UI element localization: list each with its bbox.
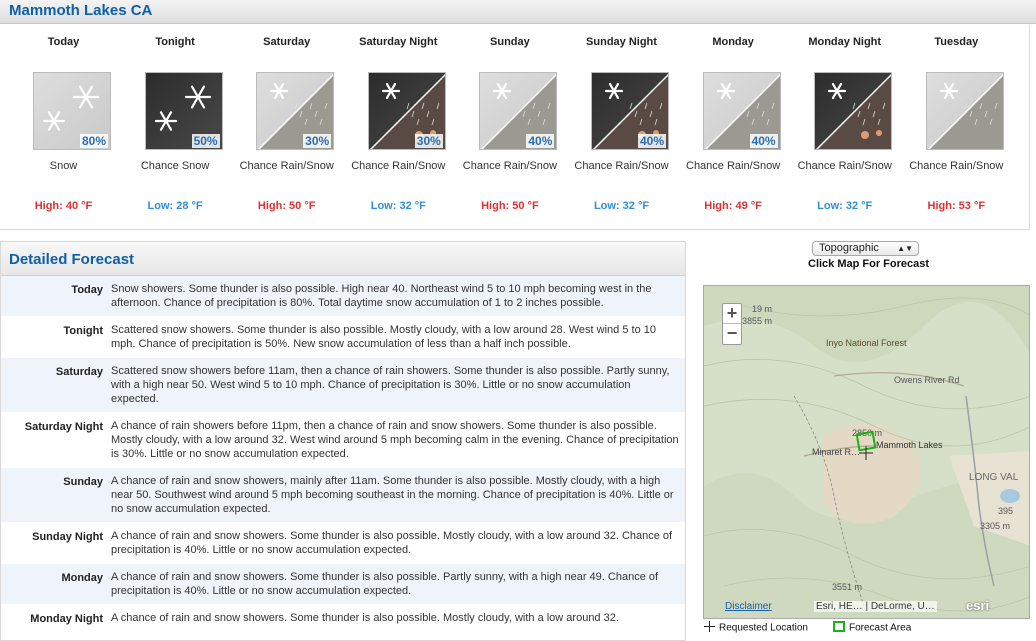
- detailed-forecast-row: [1, 358, 685, 413]
- period-temperature: Low: 28 °F: [147, 200, 203, 212]
- map-label-owens: Owens River Rd: [894, 375, 960, 385]
- period-temperature: High: 50 °F: [481, 200, 539, 212]
- period-temperature: High: 40 °F: [34, 200, 93, 212]
- weather-rain-snow-icon[interactable]: [256, 72, 334, 150]
- short-forecast: Chance Rain/Snow: [797, 160, 892, 172]
- period-name: Tuesday: [934, 36, 979, 48]
- map-label-elev1: 3855 m: [742, 316, 773, 326]
- weather-rain-snow-night-icon[interactable]: [814, 72, 892, 150]
- precip-chance: 50%: [193, 134, 218, 148]
- precip-chance: 40%: [639, 134, 664, 148]
- period-temperature: Low: 32 °F: [370, 200, 426, 212]
- row-period-label: Sunday Night: [32, 531, 103, 543]
- period-temperature: High: 50 °F: [257, 200, 316, 212]
- legend-requested: [704, 621, 808, 635]
- short-forecast: Chance Rain/Snow: [909, 160, 1004, 172]
- detailed-forecast-row: [1, 468, 685, 523]
- detailed-forecast-row: [1, 317, 685, 358]
- detailed-forecast-row: [1, 413, 685, 468]
- map-label-minaret: Minaret R…: [812, 447, 861, 457]
- map-label-road: 395: [998, 506, 1014, 516]
- weather-rain-snow-night-icon[interactable]: [591, 72, 669, 150]
- precip-chance: 40%: [528, 134, 553, 148]
- map-label-forest: Inyo National Forest: [826, 338, 907, 348]
- short-forecast: Chance Rain/Snow: [574, 160, 669, 172]
- period-name: Today: [47, 36, 80, 48]
- short-forecast: Chance Rain/Snow: [462, 160, 557, 172]
- forecast-period: [454, 25, 565, 230]
- detailed-forecast-row: [1, 564, 685, 605]
- map-label-elev2: 2850 m: [852, 428, 883, 438]
- detailed-forecast-row: [1, 523, 685, 564]
- period-temperature: Low: 32 °F: [593, 200, 650, 212]
- map-label-elev1b: 19 m: [752, 304, 773, 314]
- legend-forecast: [833, 621, 911, 635]
- short-forecast: Chance Rain/Snow: [686, 160, 781, 172]
- detailed-forecast-row: [1, 605, 685, 632]
- weather-rain-snow-icon[interactable]: [703, 72, 781, 150]
- detailed-forecast-row: [1, 276, 685, 317]
- row-forecast-text: A chance of rain and snow showers. Some thunder is also possible. Mostly cloudy, with a low around 32. Chance of precipitation is 40%. Little or no snow accumulation expected.: [111, 530, 673, 556]
- precip-chance: 30%: [416, 134, 441, 148]
- row-period-label: Sunday: [63, 476, 103, 488]
- period-name: Tonight: [155, 36, 195, 48]
- period-name: Sunday Night: [586, 36, 657, 48]
- weather-rain-snow-night-icon[interactable]: [368, 72, 446, 150]
- forecast-period: [343, 25, 454, 230]
- detailed-forecast-title: Detailed Forecast: [9, 251, 135, 268]
- map-terrain: [704, 286, 1030, 619]
- row-period-label: Saturday Night: [24, 421, 103, 433]
- period-temperature: High: 49 °F: [704, 200, 762, 212]
- row-forecast-text: A chance of rain and snow showers. Some thunder is also possible. Mostly cloudy, with a low around 32.: [111, 612, 619, 624]
- period-name: Sunday: [490, 36, 530, 48]
- weather-snow-icon[interactable]: [33, 72, 111, 150]
- green-square-icon: [833, 621, 845, 635]
- forecast-period: [901, 25, 1012, 230]
- forecast-period: [678, 25, 789, 230]
- weather-snow-night-icon[interactable]: [145, 72, 223, 150]
- period-name: Saturday Night: [359, 36, 438, 48]
- location-header: [0, 0, 1036, 24]
- row-period-label: Tonight: [63, 325, 103, 337]
- row-forecast-text: Snow showers. Some thunder is also possible. High near 40. Northeast wind 5 to 10 mph becoming west in the afternoon. Chance of precipitation is 80%. Total daytime snow accumulation of 1 to 2 inches possible.: [111, 283, 652, 309]
- forecast-strip: [0, 25, 1030, 230]
- forecast-period: [8, 25, 119, 230]
- row-period-label: Today: [71, 284, 103, 296]
- period-name: Monday Night: [808, 36, 882, 48]
- forecast-period: [231, 25, 342, 230]
- short-forecast: Snow: [49, 160, 78, 172]
- map-type-select[interactable]: [812, 241, 919, 256]
- map-label-longval: LONG VAL: [969, 472, 1019, 483]
- row-period-label: Monday Night: [30, 613, 103, 625]
- short-forecast: Chance Rain/Snow: [351, 160, 446, 172]
- legend-forecast-label: Forecast Area: [849, 622, 912, 634]
- period-name: Saturday: [263, 36, 311, 48]
- period-temperature: High: 53 °F: [927, 200, 986, 212]
- map-label-town: Mammoth Lakes: [876, 440, 943, 450]
- period-temperature: Low: 32 °F: [817, 200, 873, 212]
- zoom-out-button[interactable]: −: [726, 323, 738, 343]
- zoom-control: [722, 303, 742, 345]
- precip-chance: 40%: [751, 134, 776, 148]
- select-arrows-icon: ▲▼: [897, 244, 913, 253]
- row-forecast-text: A chance of rain showers before 11pm, then a chance of rain and snow showers. Some thunder is also possible. Mostly cloudy, with a low around 32. West wind around 5 mph becoming calm in the evening. Chance of precipitation is 30%. Little or no snow accumulation expected.: [111, 420, 679, 460]
- map-attribution: Esri, HE… | DeLorme, U…: [816, 601, 935, 612]
- short-forecast: Chance Snow: [140, 160, 210, 172]
- detailed-forecast-header: [1, 242, 685, 276]
- crosshair-icon: [704, 621, 715, 635]
- forecast-period: [789, 25, 900, 230]
- map-label-elev3: 3305 m: [980, 521, 1011, 531]
- row-forecast-text: A chance of rain and snow showers. Some thunder is also possible. Partly sunny, with a high near 49. Chance of precipitation is 40%. Little or no snow accumulation expected.: [111, 571, 659, 597]
- detailed-forecast-panel: [0, 241, 686, 641]
- row-period-label: Monday: [61, 572, 103, 584]
- detailed-forecast-rows: [1, 276, 685, 632]
- click-map-label: Click Map For Forecast: [808, 258, 930, 270]
- row-forecast-text: A chance of rain and snow showers, mainly after 11am. Some thunder is also possible. Mostly cloudy, with a high near 50. Southwest wind around 5 mph becoming southeast in the morning. Chance of precipitation is 40%. Little or no snow accumulation expected.: [111, 475, 674, 515]
- zoom-in-button[interactable]: +: [723, 304, 741, 324]
- row-forecast-text: Scattered snow showers before 11am, then a chance of rain showers. Some thunder is also possible. Partly sunny, with a high near 50. West wind 5 to 10 mph. Chance of precipitation is 30%. Little or no snow accumulation expected.: [111, 365, 670, 405]
- row-period-label: Saturday: [55, 366, 103, 378]
- forecast-map[interactable]: [703, 285, 1030, 619]
- precip-chance: 80%: [81, 134, 106, 148]
- weather-rain-snow-icon[interactable]: [479, 72, 557, 150]
- esri-logo: esri: [966, 598, 990, 613]
- map-label-elev4: 3551 m: [832, 582, 863, 592]
- forecast-period: [566, 25, 677, 230]
- disclaimer-link[interactable]: Disclaimer: [725, 601, 772, 612]
- legend-requested-label: Requested Location: [719, 622, 808, 634]
- forecast-period: [120, 25, 231, 230]
- short-forecast: Chance Rain/Snow: [239, 160, 334, 172]
- weather-rain-snow-icon[interactable]: [926, 72, 1004, 150]
- period-name: Monday: [712, 36, 754, 48]
- map-type-value: Topographic: [819, 242, 879, 254]
- precip-chance: 30%: [305, 134, 330, 148]
- location-title: Mammoth Lakes CA: [9, 2, 153, 19]
- row-forecast-text: Scattered snow showers. Some thunder is also possible. Mostly cloudy, with a low around 28. West wind 5 to 10 mph. Chance of precipitation is 50%. New snow accumulation of less than a half inch possible.: [111, 324, 656, 350]
